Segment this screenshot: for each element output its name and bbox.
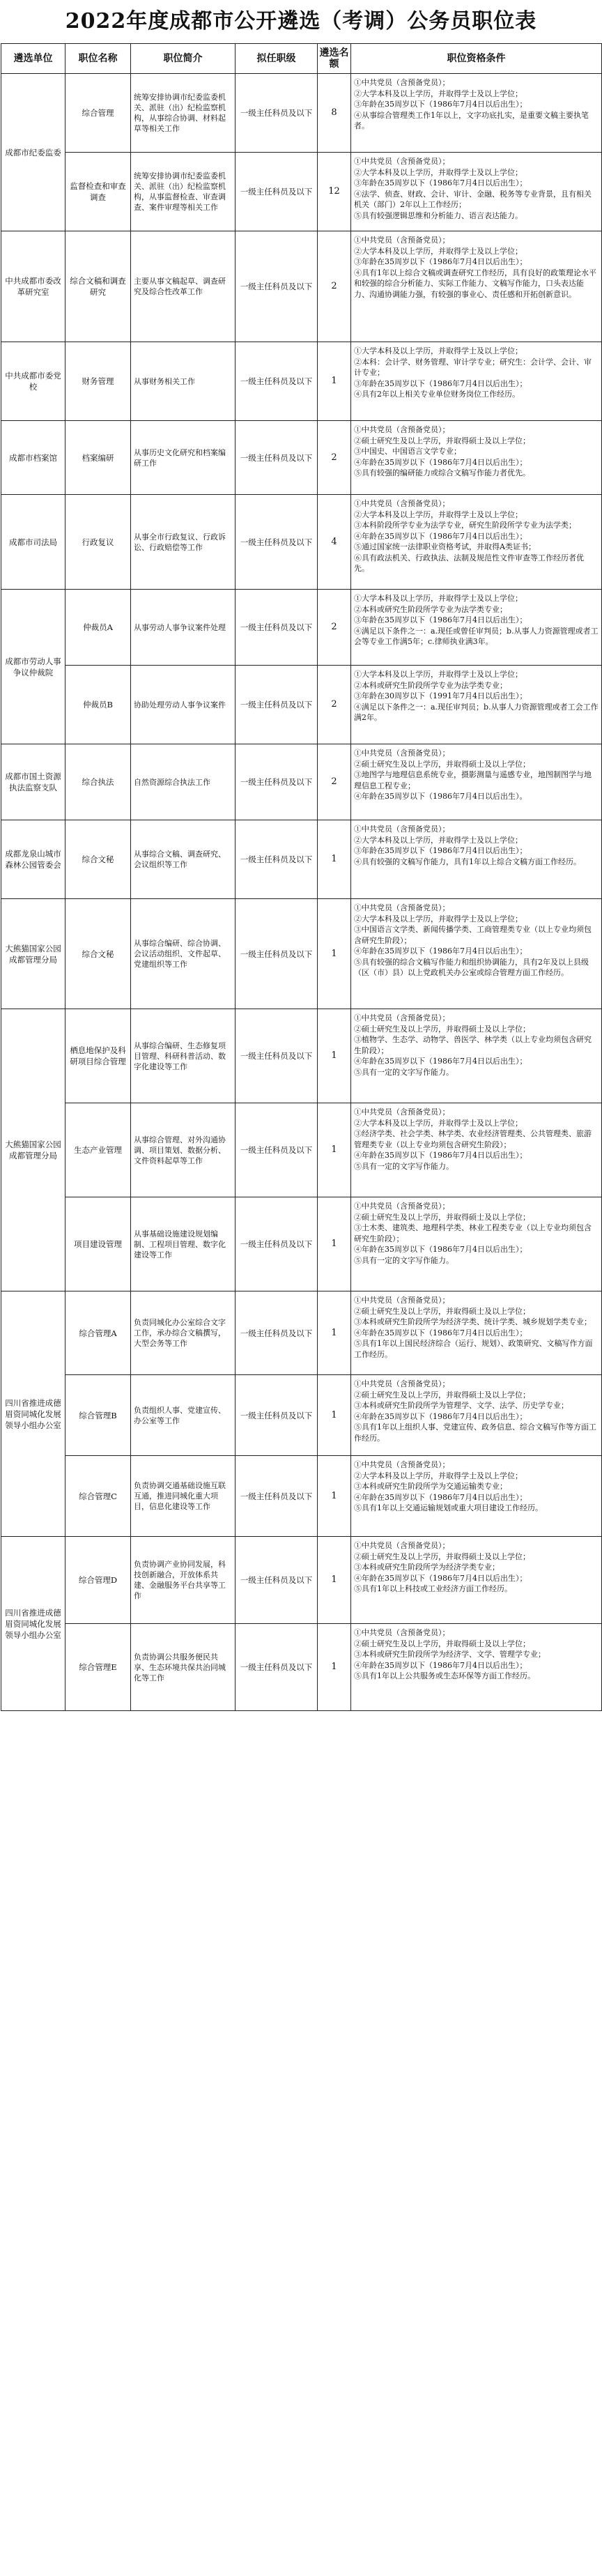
requirement-item: ⑤具有一定的文字写作能力。 <box>354 1255 454 1265</box>
requirement-item: ②大学本科及以上学历，并取得学士及以上学位； <box>354 89 523 98</box>
table-row <box>1 820 602 899</box>
requirement-item: ①中共党员（含预备党员）； <box>354 903 450 912</box>
level-cell: 一级主任科员及以下 <box>236 1537 318 1624</box>
requirement-item: ①中共党员（含预备党员）； <box>354 825 450 834</box>
position-cell: 项目建设管理 <box>65 1197 131 1291</box>
position-cell: 综合管理D <box>65 1537 131 1624</box>
requirement-item: ④年龄在35周岁以下（1986年7月4日以后出生）； <box>354 1328 527 1337</box>
requirement-item: ⑤通过国家统一法律职业资格考试，并取得A类证书； <box>354 542 536 551</box>
requirement-item: ⑤具有一定的文字写作能力。 <box>354 1067 454 1077</box>
count-cell: 2 <box>318 231 351 342</box>
requirement-item: ②硕士研究生及以上学历，并取得硕士及以上学位； <box>354 1390 530 1400</box>
position-cell: 仲裁员B <box>65 666 131 744</box>
description-cell: 协助处理劳动人事争议案件 <box>131 666 236 744</box>
requirements-cell <box>351 666 602 744</box>
level-cell: 一级主任科员及以下 <box>236 899 318 1009</box>
requirement-item: ⑤具有较强的编研能力或综合文稿写作能力者优先。 <box>354 468 530 477</box>
description-cell: 统筹安排协调市纪委监委机关、派驻（出）纪检监察机构，从事监督检查、审查调查、案件审理等相关工作 <box>131 153 236 231</box>
requirement-item: ③本科或研究生阶段所学为经济学、文学、管理学专业； <box>354 1650 546 1659</box>
count-cell: 1 <box>318 342 351 421</box>
position-cell: 综合文稿和调查研究 <box>65 231 131 342</box>
requirement-item: ③本科或研究生阶段所学为交通运输类专业； <box>354 1482 507 1491</box>
table-row <box>1 74 602 153</box>
requirement-item: ②硕士研究生及以上学历，并取得硕士及以上学位； <box>354 1212 530 1222</box>
requirement-item: ②大学本科及以上学历，并取得学士及以上学位； <box>354 1118 523 1128</box>
requirements-cell <box>351 899 602 1009</box>
requirement-item: ②大学本科及以上学历，并取得学士及以上学位； <box>354 246 523 256</box>
level-cell: 一级主任科员及以下 <box>236 153 318 231</box>
unit-cell: 大熊猫国家公园成都管理分局 <box>1 899 65 1009</box>
unit-cell: 中共成都市委改革研究室 <box>1 231 65 342</box>
position-cell: 生态产业管理 <box>65 1103 131 1197</box>
description-cell: 负责组织人事、党建宣传、办公室等工作 <box>131 1375 236 1456</box>
requirement-item: ①中共党员（含预备党员）； <box>354 1379 450 1388</box>
description-cell: 负责协调公共服务便民共享、生态环境共保共治同城化等工作 <box>131 1624 236 1711</box>
description-cell: 从事综合编研、生态修复项目管理、科研科普活动、数字化建设等工作 <box>131 1009 236 1103</box>
requirement-item: ①中共党员（含预备党员）； <box>354 157 450 166</box>
count-cell: 2 <box>318 744 351 820</box>
requirement-item: ①中共党员（含预备党员）； <box>354 1013 450 1022</box>
requirement-item: ④年龄在35周岁以下（1986年7月4日以后出生）； <box>354 946 527 956</box>
requirements-cell <box>351 820 602 899</box>
unit-cell: 成都市劳动人事争议仲裁院 <box>1 590 65 744</box>
description-cell: 主要从事文稿起草、调查研究及综合性改革工作 <box>131 231 236 342</box>
requirement-item: ③中国史、中国语言文学专业； <box>354 447 461 456</box>
level-cell: 一级主任科员及以下 <box>236 1456 318 1537</box>
requirement-item: ④年龄在35周岁以下（1986年7月4日以后出生）； <box>354 1660 527 1670</box>
requirement-item: ④年龄在35周岁以下（1986年7月4日以后出生）； <box>354 1151 527 1160</box>
table-row <box>1 153 602 231</box>
table-row <box>1 1103 602 1197</box>
header-description: 职位简介 <box>131 44 236 74</box>
requirements-cell <box>351 153 602 231</box>
position-cell: 综合管理 <box>65 74 131 153</box>
requirement-item: ①大学本科及以上学历，并取得学士及以上学位； <box>354 594 523 603</box>
requirement-item: ①中共党员（含预备党员）； <box>354 1628 450 1637</box>
count-cell: 1 <box>318 1537 351 1624</box>
description-cell: 统筹安排协调市纪委监委机关、派驻（出）纪检监察机构，从事综合协调、材料起草等相关工作 <box>131 74 236 153</box>
requirement-item: ①中共党员（含预备党员）； <box>354 1541 450 1550</box>
description-cell: 负责同城化办公室综合文字工作，承办综合文稿撰写，大型会务等工作 <box>131 1291 236 1375</box>
requirement-item: ④具有2年以上相关专业单位财务岗位工作经历。 <box>354 390 520 399</box>
position-cell: 栖息地保护及科研项目综合管理 <box>65 1009 131 1103</box>
position-cell: 档案编研 <box>65 421 131 495</box>
requirement-item: ④年龄在35周岁以下（1986年7月4日以后出生）； <box>354 1573 527 1583</box>
requirement-item: ⑤具有1年以上公共服务或生态环保等方面工作经历。 <box>354 1671 535 1680</box>
requirement-item: ③年龄在35周岁以下（1986年7月4日以后出生）； <box>354 615 527 624</box>
count-cell: 1 <box>318 1197 351 1291</box>
count-cell: 1 <box>318 1009 351 1103</box>
requirements-cell <box>351 1375 602 1456</box>
requirements-cell <box>351 744 602 820</box>
description-cell: 负责协调交通基础设施互联互通，推进同城化重大项目，信息化建设等工作 <box>131 1456 236 1537</box>
requirements-cell <box>351 1537 602 1624</box>
requirement-item: ③经济学类、社会学类、林学类、农业经济管理类、公共管理类、旅游管理类专业（以上专业均须包含研究生阶段）； <box>354 1129 592 1149</box>
requirement-item: ⑤具有1年以上国民经济综合（运行、规划）、政策研究、文稿写作方面工作经历。 <box>354 1339 593 1359</box>
count-cell: 2 <box>318 666 351 744</box>
level-cell: 一级主任科员及以下 <box>236 1375 318 1456</box>
count-cell: 1 <box>318 1375 351 1456</box>
unit-cell: 成都市司法局 <box>1 495 65 590</box>
requirements-cell <box>351 1624 602 1711</box>
requirement-item: ③年龄在35周岁以下（1986年7月4日以后出生）； <box>354 257 527 266</box>
description-cell: 从事综合编研、综合协调、会议活动组织、文件起草、党建组织等工作 <box>131 899 236 1009</box>
table-row <box>1 231 602 342</box>
description-cell: 从事财务相关工作 <box>131 342 236 421</box>
count-cell: 2 <box>318 590 351 666</box>
requirement-item: ①中共党员（含预备党员）； <box>354 1460 450 1469</box>
requirement-item: ②硕士研究生及以上学历，并取得硕士及以上学位； <box>354 1306 530 1316</box>
position-cell: 综合文秘 <box>65 820 131 899</box>
level-cell: 一级主任科员及以下 <box>236 1197 318 1291</box>
requirement-item: ④满足以下条件之一：a.现任审判员；b.从事人力资源管理或者工会工作满2年。 <box>354 702 599 722</box>
level-cell: 一级主任科员及以下 <box>236 1103 318 1197</box>
requirement-item: ②硕士研究生及以上学历，并取得硕士及以上学位； <box>354 1639 530 1648</box>
requirement-item: ⑤具有一定的文字写作能力。 <box>354 1161 454 1171</box>
position-table <box>1 43 602 1711</box>
count-cell: 8 <box>318 74 351 153</box>
table-row <box>1 744 602 820</box>
position-cell: 综合管理C <box>65 1456 131 1537</box>
position-cell: 综合管理B <box>65 1375 131 1456</box>
position-cell: 行政复议 <box>65 495 131 590</box>
unit-cell: 成都市国土资源执法监察支队 <box>1 744 65 820</box>
count-cell: 2 <box>318 421 351 495</box>
requirement-item: ③年龄在35周岁以下（1986年7月4日以后出生）； <box>354 378 527 388</box>
requirement-item: ②硕士研究生及以上学历，并取得硕士及以上学位； <box>354 436 530 445</box>
position-cell: 监督检查和审查调查 <box>65 153 131 231</box>
requirement-item: ④年龄在35周岁以下（1986年7月4日以后出生）。 <box>354 792 527 801</box>
requirements-cell <box>351 1456 602 1537</box>
requirements-cell <box>351 495 602 590</box>
requirement-item: ②本科或研究生阶段所学专业为法学类专业； <box>354 680 507 690</box>
requirement-item: ②硕士研究生及以上学历，并取得硕士及以上学位； <box>354 1551 530 1561</box>
position-cell: 综合管理E <box>65 1624 131 1711</box>
requirement-item: ③年龄在35周岁以下（1986年7月4日以后出生）； <box>354 846 527 855</box>
requirement-item: ④年龄在35周岁以下（1986年7月4日以后出生）； <box>354 1492 527 1502</box>
requirement-item: ④年龄在35周岁以下（1986年7月4日以后出生）； <box>354 1411 527 1421</box>
header-count: 遴选名额 <box>318 44 351 74</box>
unit-cell: 四川省推进成德眉资同城化发展领导小组办公室 <box>1 1291 65 1537</box>
requirement-item: ④年龄在35周岁以下（1986年7月4日以后出生）； <box>354 1057 527 1066</box>
requirement-item: ④年龄在35周岁以下（1986年7月4日以后出生）； <box>354 531 527 541</box>
requirement-item: ⑤具有较强逻辑思维和分析能力、语言表达能力。 <box>354 210 523 220</box>
level-cell: 一级主任科员及以下 <box>236 1291 318 1375</box>
description-cell: 从事全市行政复议、行政诉讼、行政赔偿等工作 <box>131 495 236 590</box>
requirement-item: ③植物学、生态学、动物学、兽医学、林学类（以上专业均须包含研究生阶段）； <box>354 1035 592 1055</box>
description-cell: 从事基础设施建设规划编制、工程项目管理、数字化建设等工作 <box>131 1197 236 1291</box>
requirement-item: ④法学、侦查、财政、会计、审计、金融、税务等专业背景，且有相关机关（部门）2年以上工作经历； <box>354 189 592 209</box>
level-cell: 一级主任科员及以下 <box>236 421 318 495</box>
table-row <box>1 1375 602 1456</box>
requirements-cell <box>351 342 602 421</box>
unit-cell: 中共成都市委党校 <box>1 342 65 421</box>
requirement-item: ①中共党员（含预备党员）； <box>354 749 450 758</box>
table-row <box>1 590 602 666</box>
requirement-item: ④满足以下条件之一：a.现任或曾任审判员；b.从事人力资源管理或者工会等专业工作满5年；c.律师执业满3年。 <box>354 626 599 646</box>
position-cell: 仲裁员A <box>65 590 131 666</box>
requirements-cell <box>351 1009 602 1103</box>
level-cell: 一级主任科员及以下 <box>236 342 318 421</box>
requirements-cell <box>351 231 602 342</box>
count-cell: 1 <box>318 1291 351 1375</box>
requirement-item: ②硕士研究生及以上学历，并取得硕士及以上学位； <box>354 1024 530 1034</box>
requirement-item: ④具有1年以上综合文稿或调查研究工作经历，具有良好的政策理论水平和较强的综合分析能力、实际工作能力、文稿写作能力，口头表达能力、沟通协调能力强，有较强的事业心、责任感和开拓创新意识。 <box>354 268 596 299</box>
requirement-item: ①中共党员（含预备党员）； <box>354 1107 450 1117</box>
position-cell: 财务管理 <box>65 342 131 421</box>
requirement-item: ⑤具有1年以上交通运输规划或重大项目建设工作经历。 <box>354 1503 543 1512</box>
requirements-cell <box>351 74 602 153</box>
requirement-item: ⑤具有1年以上组织人事、党建宣传、政务信息、综合文稿写作等方面工作经历。 <box>354 1423 596 1443</box>
requirement-item: ④年龄在35周岁以下（1986年7月4日以后出生）； <box>354 457 527 467</box>
requirement-item: ①中共党员（含预备党员）； <box>354 425 450 434</box>
requirement-item: ②本科或研究生阶段所学专业为法学类专业； <box>354 604 507 614</box>
description-cell: 从事历史文化研究和档案编研工作 <box>131 421 236 495</box>
requirement-item: ③本科或研究生阶段所学为管理学、文学、法学、历史学专业； <box>354 1401 569 1410</box>
level-cell: 一级主任科员及以下 <box>236 495 318 590</box>
table-row <box>1 1456 602 1537</box>
description-cell: 自然资源综合执法工作 <box>131 744 236 820</box>
requirements-cell <box>351 1197 602 1291</box>
description-cell: 从事综合文稿、调查研究、会议组织等工作 <box>131 820 236 899</box>
requirement-item: ③年龄在35周岁以下（1986年7月4日以后出生）； <box>354 178 527 187</box>
requirement-item: ①中共党员（含预备党员）； <box>354 1202 450 1211</box>
table-row <box>1 495 602 590</box>
requirement-item: ③年龄在35周岁以下（1986年7月4日以后出生）； <box>354 100 527 109</box>
level-cell: 一级主任科员及以下 <box>236 744 318 820</box>
requirement-item: ⑤具有较强的综合文稿写作能力和组织协调能力，具有2年及以上县级（区（市）县）以上党政机关办公室或综合管理方面工作经历。 <box>354 957 589 977</box>
count-cell: 1 <box>318 1103 351 1197</box>
level-cell: 一级主任科员及以下 <box>236 1009 318 1103</box>
requirement-item: ②大学本科及以上学历，并取得学士及以上学位； <box>354 1471 523 1480</box>
table-row <box>1 1291 602 1375</box>
description-cell: 负责协调产业协同发展，科技创新融合，开放体系共建、金融服务平台共享等工作 <box>131 1537 236 1624</box>
level-cell: 一级主任科员及以下 <box>236 1624 318 1711</box>
count-cell: 1 <box>318 820 351 899</box>
requirement-item: ③本科或研究生阶段所学为经济学类、统计学类、城乡规划学类专业； <box>354 1317 592 1326</box>
requirement-item: ①中共党员（含预备党员）； <box>354 78 450 87</box>
count-cell: 1 <box>318 1456 351 1537</box>
requirements-cell <box>351 1103 602 1197</box>
requirement-item: ①大学本科及以上学历，并取得学士及以上学位； <box>354 670 523 679</box>
unit-cell: 四川省推进成德眉资同城化发展领导小组办公室 <box>1 1537 65 1711</box>
requirement-item: ①大学本科及以上学历，并取得学士及以上学位； <box>354 346 523 355</box>
table-row <box>1 421 602 495</box>
count-cell: 12 <box>318 153 351 231</box>
unit-cell: 成都市档案馆 <box>1 421 65 495</box>
table-row <box>1 1537 602 1624</box>
requirements-cell <box>351 590 602 666</box>
requirement-item: ③本科或研究生阶段所学为经济学类专业； <box>354 1563 500 1572</box>
position-cell: 综合管理A <box>65 1291 131 1375</box>
requirement-item: ④年龄在35周岁以下（1986年7月4日以后出生）； <box>354 1245 527 1254</box>
unit-cell: 成都市纪委监委 <box>1 74 65 231</box>
description-cell: 从事劳动人事争议案件处理 <box>131 590 236 666</box>
table-header-row <box>1 44 602 74</box>
requirement-item: ②大学本科及以上学历，并取得学士及以上学位； <box>354 835 523 845</box>
requirement-item: ④从事综合管理类工作1年以上，文字功底扎实，是重要文稿主要执笔者。 <box>354 110 589 130</box>
description-cell: 从事综合管理、对外沟通协调、项目策划、数据分析、文件资料起草等工作 <box>131 1103 236 1197</box>
requirement-item: ②硕士研究生及以上学历，并取得硕士及以上学位； <box>354 759 530 769</box>
requirement-item: ①中共党员（含预备党员）； <box>354 236 450 245</box>
count-cell: 1 <box>318 1624 351 1711</box>
position-cell: 综合执法 <box>65 744 131 820</box>
requirement-item: ①中共党员（含预备党员）； <box>354 499 450 508</box>
level-cell: 一级主任科员及以下 <box>236 666 318 744</box>
header-level: 拟任职级 <box>236 44 318 74</box>
requirement-item: ③本科阶段所学专业为法学专业，研究生阶段所学专业为法学类； <box>354 521 576 530</box>
header-requirements: 职位资格条件 <box>351 44 602 74</box>
requirement-item: ④具有较强的文稿写作能力，具有1年以上综合文稿方面工作经历。 <box>354 857 581 866</box>
requirement-item: ②本科：会计学、财务管理、审计学专业；研究生：会计学、会计、审计专业； <box>354 357 592 377</box>
requirement-item: ③年龄在30周岁以下（1991年7月4日以后出生）； <box>354 691 527 700</box>
requirements-cell <box>351 1291 602 1375</box>
table-row <box>1 1624 602 1711</box>
table-row <box>1 899 602 1009</box>
level-cell: 一级主任科员及以下 <box>236 590 318 666</box>
header-unit: 遴选单位 <box>1 44 65 74</box>
requirement-item: ③土木类、建筑类、地理科学类、林业工程类专业（以上专业均须包含研究生阶段）； <box>354 1223 592 1243</box>
requirement-item: ⑥具有政法机关、行政执法、法制及规范性文件审查等工作经历者优先。 <box>354 553 584 573</box>
requirement-item: ②大学本科及以上学历，并取得学士及以上学位； <box>354 167 523 177</box>
level-cell: 一级主任科员及以下 <box>236 231 318 342</box>
requirement-item: ②大学本科及以上学历，并取得学士及以上学位； <box>354 914 523 923</box>
unit-cell: 大熊猫国家公园成都管理分局 <box>1 1009 65 1291</box>
requirement-item: ③地图学与地理信息系统专业，摄影测量与遥感专业，地图制图学与地理信息工程专业； <box>354 770 592 790</box>
position-cell: 综合文秘 <box>65 899 131 1009</box>
page-title: 2022年度成都市公开遴选（考调）公务员职位表 <box>65 9 537 33</box>
table-row <box>1 666 602 744</box>
requirement-item: ③中国语言文学类、新闻传播学类、工商管理类专业（以上专业均须包含研究生阶段）； <box>354 925 592 945</box>
requirement-item: ②大学本科及以上学历，并取得学士及以上学位； <box>354 509 523 519</box>
unit-cell: 成都龙泉山城市森林公园管委会 <box>1 820 65 899</box>
table-body <box>1 74 602 1711</box>
count-cell: 1 <box>318 899 351 1009</box>
level-cell: 一级主任科员及以下 <box>236 74 318 153</box>
table-row <box>1 342 602 421</box>
level-cell: 一级主任科员及以下 <box>236 820 318 899</box>
table-row <box>1 1197 602 1291</box>
table-row <box>1 1009 602 1103</box>
requirement-item: ①中共党员（含预备党员）； <box>354 1296 450 1305</box>
requirement-item: ⑤具有1年以上科技或工业经济方面工作经历。 <box>354 1584 512 1593</box>
count-cell: 4 <box>318 495 351 590</box>
header-position: 职位名称 <box>65 44 131 74</box>
requirements-cell <box>351 421 602 495</box>
